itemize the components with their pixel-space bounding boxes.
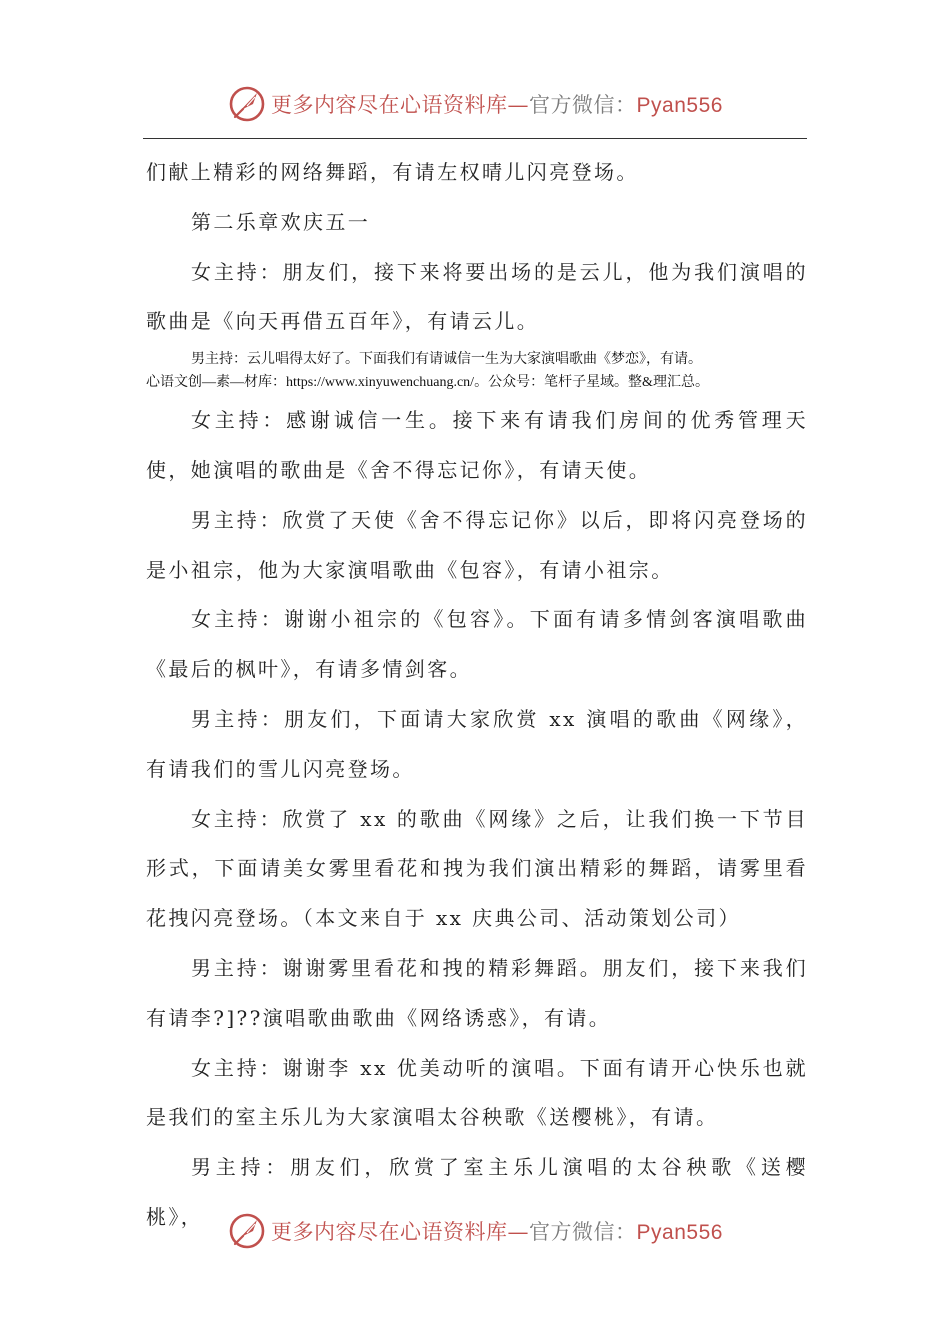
banner-wechat-label: 官方微信： [529,93,637,117]
paragraph: 女主持：谢谢李 xx 优美动听的演唱。下面有请开心快乐也就是我们的室主乐儿为大家演唱太谷秧歌《送樱桃》，有请。 [146,1055,808,1130]
banner-main-text: 更多内容尽在心语资料库 [271,1220,508,1244]
header-banner [0,80,950,128]
paragraph-continuation: 们献上精彩的网络舞蹈，有请左权晴儿闪亮登场。 [146,160,639,184]
banner-wechat-id: Pyan556 [636,1221,723,1244]
banner-text [271,89,723,119]
banner-separator: — [507,1220,530,1244]
quill-pen-logo-icon [227,1211,267,1251]
inserted-note [146,347,808,396]
note-line-host: 男主持：云儿唱得太好了。下面我们有请诚信一生为大家演唱歌曲《梦恋》，有请。 [191,352,702,368]
banner-text [271,1216,723,1246]
paragraph: 男主持：欣赏了天使《舍不得忘记你》以后，即将闪亮登场的是小祖宗，他为大家演唱歌曲《包容》，有请小祖宗。 [146,507,808,582]
paragraph: 男主持：朋友们，下面请大家欣赏 xx 演唱的歌曲《网缘》，有请我们的雪儿闪亮登场。 [146,706,808,781]
banner-main-text: 更多内容尽在心语资料库 [271,93,508,117]
paragraph: 男主持：朋友们，欣赏了室主乐儿演唱的太谷秧歌《送樱桃》， [146,1155,808,1229]
paragraph: 女主持：感谢诚信一生。接下来有请我们房间的优秀管理天使，她演唱的歌曲是《舍不得忘记你》，有请天使。 [146,408,808,482]
quill-pen-logo-icon [227,84,267,124]
section-heading: 第二乐章欢庆五一 [191,209,371,234]
paragraph: 女主持：欣赏了 xx 的歌曲《网缘》之后，让我们换一下节目形式，下面请美女雾里看花和拽为我们演出精彩的舞蹈，请雾里看花拽闪亮登场。（本文来自于 xx 庆典公司、活动策划公司） [146,806,808,931]
paragraph: 男主持：谢谢雾里看花和拽的精彩舞蹈。朋友们，接下来我们有请李?]??演唱歌曲歌曲《网络诱惑》，有请。 [146,955,808,1030]
banner-separator: — [507,93,530,117]
paragraph: 女主持：朋友们，接下来将要出场的是云儿，他为我们演唱的歌曲是《向天再借五百年》，有请云儿。 [146,259,808,334]
paragraph: 女主持：谢谢小祖宗的《包容》。下面有请多情剑客演唱歌曲《最后的枫叶》，有请多情剑客。 [146,607,808,682]
footer-banner [0,1207,950,1255]
document-body [146,148,808,1243]
header-divider [143,138,807,139]
banner-wechat-id: Pyan556 [636,94,723,117]
banner-wechat-label: 官方微信： [529,1220,637,1244]
note-line-source: 心语文创—素—材库：https://www.xinyuwenchuang.cn/。公众号：笔杆子星域。整&理汇总。 [146,375,709,391]
